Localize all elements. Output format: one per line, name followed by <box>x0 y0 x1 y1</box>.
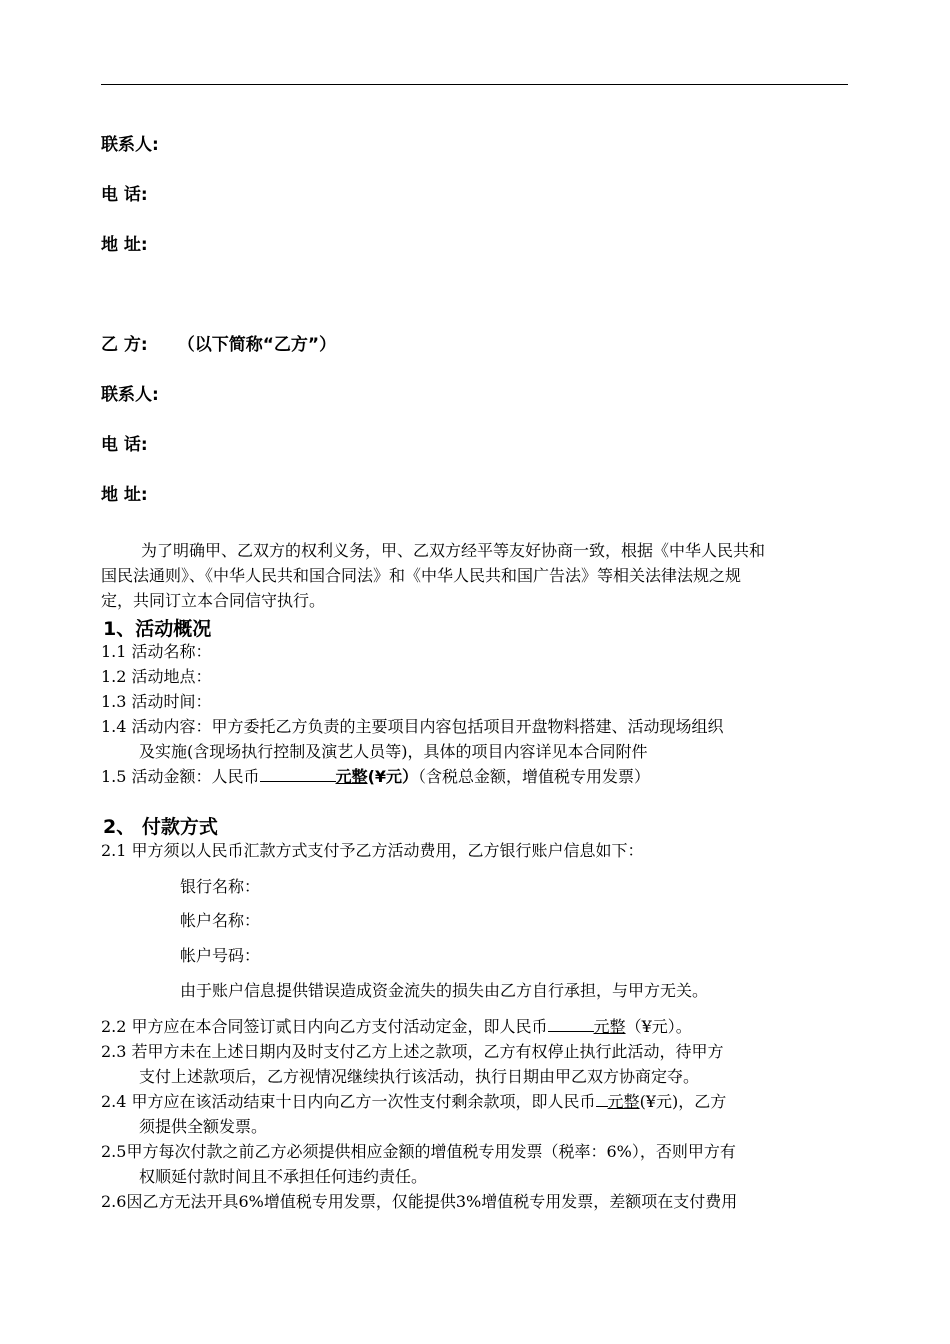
party-b-phone-label: 电 话: <box>101 435 148 455</box>
item-2-4-line: 须提供全额发票。 <box>139 1117 268 1136</box>
item-2-1: 2.1 甲方须以人民币汇款方式支付予乙方活动费用，乙方银行账户信息如下： <box>101 841 644 860</box>
item-1-2: 1.2 活动地点： <box>101 667 212 686</box>
item-2-4 <box>101 1089 853 1139</box>
item-1-4-line: 1.4 活动内容：甲方委托乙方负责的主要项目内容包括项目开盘物料搭建、活动现场组织 <box>101 717 724 736</box>
amount-blank <box>260 765 336 782</box>
account-number-label: 帐户号码： <box>180 946 261 965</box>
deposit-blank <box>548 1015 594 1032</box>
section-1-title: 1、活动概况 <box>103 618 212 640</box>
item-1-4-line: 及实施(含现场执行控制及演艺人员等)，具体的项目内容详见本合同附件 <box>139 742 648 761</box>
account-disclaimer: 由于账户信息提供错误造成资金流失的损失由乙方自行承担，与甲方无关。 <box>180 981 709 1000</box>
item-2-4-prefix: 2.4 甲方应在该活动结束十日内向乙方一次性支付剩余款项，即人民币 <box>101 1092 596 1111</box>
item-2-2 <box>101 1014 692 1039</box>
party-b-address-label: 地 址: <box>101 485 148 505</box>
account-name-label: 帐户名称： <box>180 911 261 930</box>
preamble-line: 国民法通则》、《中华人民共和国合同法》和《中华人民共和国广告法》等相关法律法规之规 <box>101 566 742 585</box>
item-1-5-paren: (¥元） <box>367 767 419 786</box>
item-1-1: 1.1 活动名称： <box>101 642 212 661</box>
item-1-5-suffix: （含税总金额，增值税专用发票） <box>418 767 651 786</box>
item-1-5-prefix: 1.5 活动金额：人民币 <box>101 767 260 786</box>
item-2-3-line: 支付上述款项后，乙方视情况继续执行该活动，执行日期由甲乙双方协商定夺。 <box>139 1067 700 1086</box>
party-b-contact-label: 联系人: <box>101 385 159 405</box>
item-2-4-suffix: (¥元)，乙方 <box>639 1092 727 1111</box>
item-2-6-line: 2.6因乙方无法开具6%增值税专用发票，仅能提供3%增值税专用发票，差额项在支付费用 <box>101 1192 738 1211</box>
item-1-4 <box>101 714 853 764</box>
preamble <box>101 538 851 613</box>
party-a-contact-label: 联系人: <box>101 135 159 155</box>
item-2-6 <box>101 1189 853 1214</box>
party-b-heading <box>101 330 336 355</box>
item-2-2-unit: 元整 <box>593 1017 626 1036</box>
preamble-line: 定，共同订立本合同信守执行。 <box>101 591 326 610</box>
item-2-2-suffix: （¥元）。 <box>625 1017 692 1036</box>
item-2-5-line: 2.5甲方每次付款之前乙方必须提供相应金额的增值税专用发票（税率：6%），否则甲方有 <box>101 1142 736 1161</box>
item-1-3: 1.3 活动时间： <box>101 692 212 711</box>
party-a-phone-label: 电 话: <box>101 185 148 205</box>
item-1-5-unit: 元整 <box>335 767 368 786</box>
item-2-3 <box>101 1039 853 1089</box>
item-2-5-line: 权顺延付款时间且不承担任何违约责任。 <box>139 1167 428 1186</box>
balance-blank <box>596 1090 608 1107</box>
section-2-title: 2、 付款方式 <box>103 816 218 838</box>
item-2-3-line: 2.3 若甲方未在上述日期内及时支付乙方上述之款项，乙方有权停止执行此活动，待甲方 <box>101 1042 724 1061</box>
item-1-5 <box>101 764 650 789</box>
party-b-abbrev: （以下简称“乙方”） <box>177 335 337 355</box>
item-2-5 <box>101 1139 853 1189</box>
preamble-line: 为了明确甲、乙双方的权利义务，甲、乙双方经平等友好协商一致，根据《中华人民共和 <box>141 541 766 560</box>
party-b-label: 乙 方: <box>101 335 148 355</box>
item-2-4-unit: 元整 <box>607 1092 640 1111</box>
header-rule <box>101 84 848 85</box>
bank-name-label: 银行名称： <box>180 877 261 896</box>
party-a-address-label: 地 址: <box>101 235 148 255</box>
item-2-2-prefix: 2.2 甲方应在本合同签订贰日内向乙方支付活动定金，即人民币 <box>101 1017 548 1036</box>
